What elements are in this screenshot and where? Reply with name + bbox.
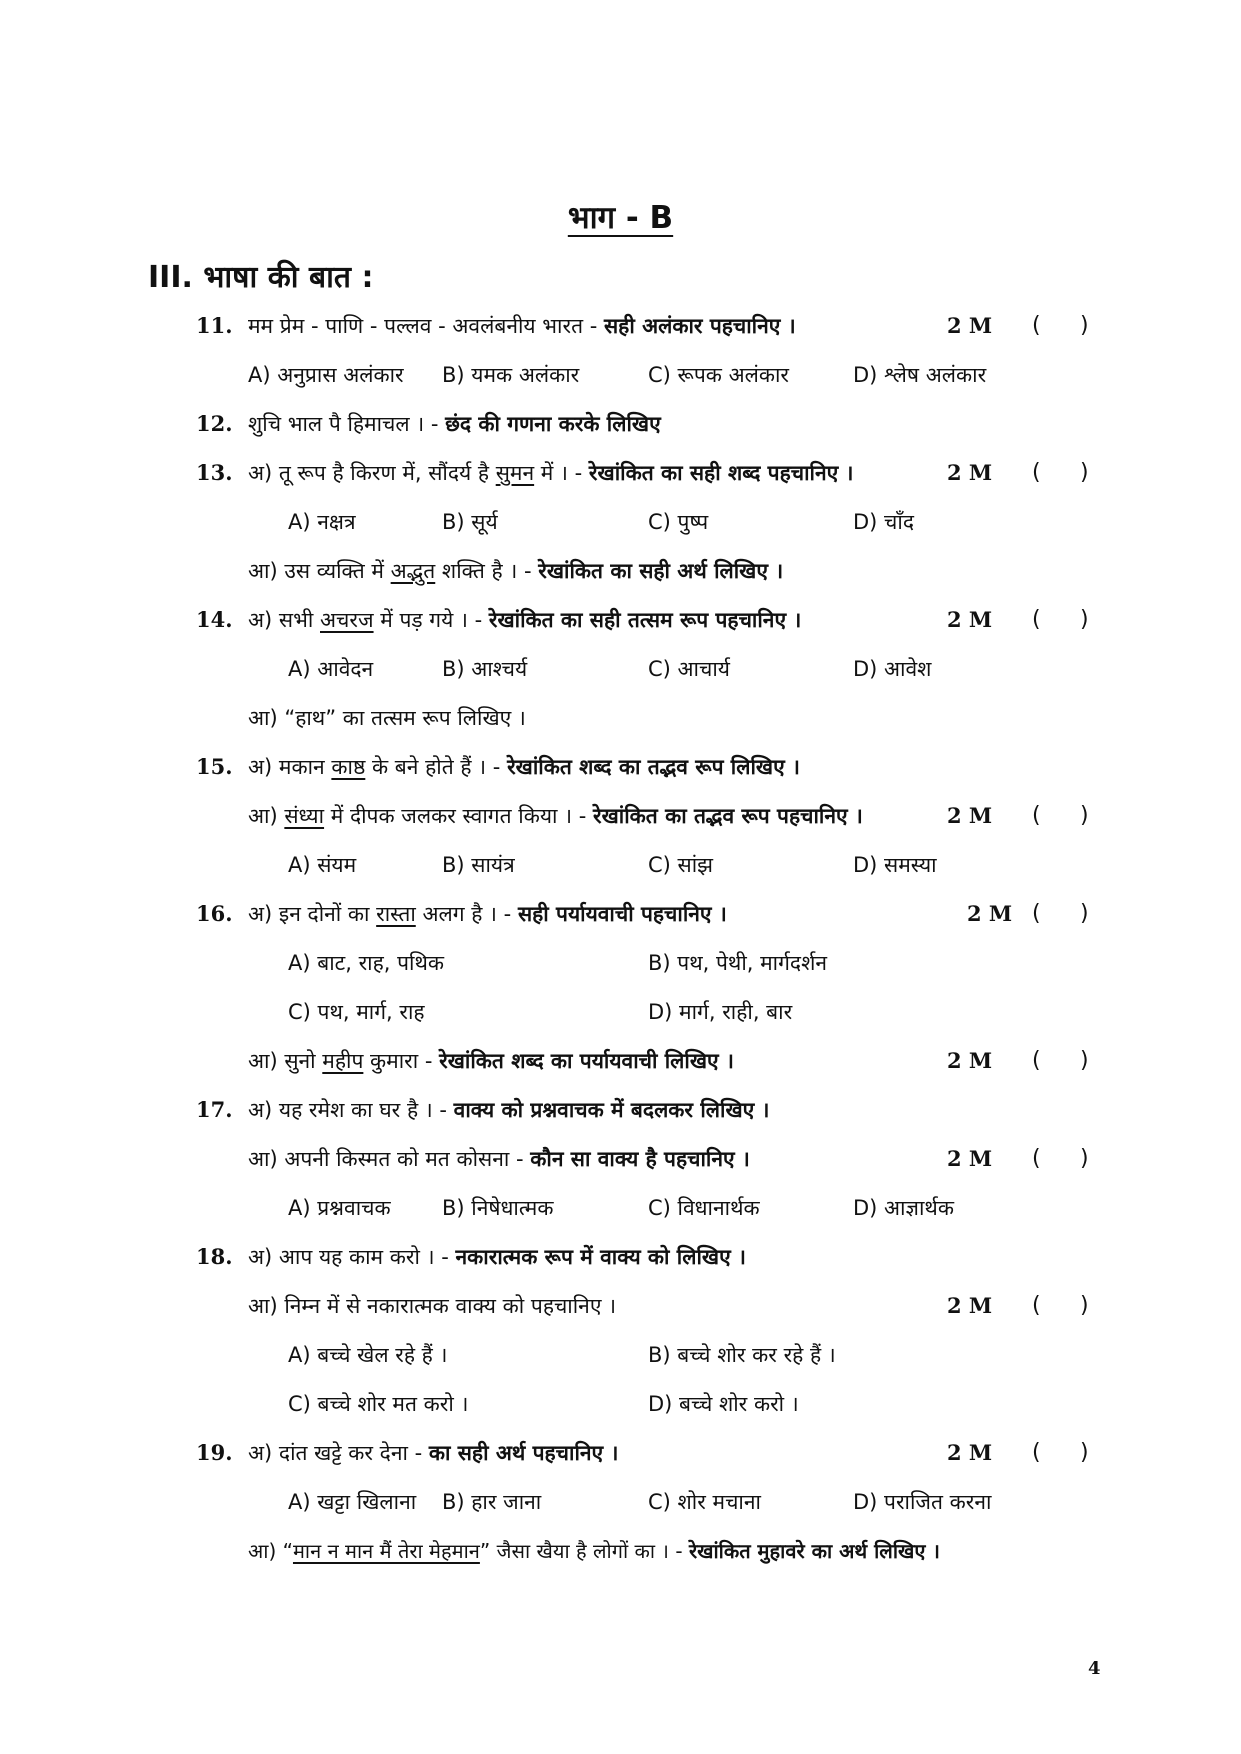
marks: 2 M [947,460,993,485]
question-number: 13. [196,460,233,485]
section-heading: III. भाषा की बात : [148,260,374,295]
question-text: आ) सुनो महीप कुमारा - रेखांकित शब्द का पर्यायवाची लिखिए । [248,1049,734,1073]
q18-b-row: आ) निम्न में से नकारात्मक वाक्य को पहचानिए । 2 M ( ) [0,1286,1241,1326]
question-text: आ) “मान न मान मैं तेरा मेहमान” जैसा खैया है लोगों का । - रेखांकित मुहावरे का अर्थ लिखिए । [248,1539,940,1563]
q14-b-row [0,698,1241,738]
option: D) श्लेष अलंकार [853,363,987,387]
option: D) चाँद [853,510,914,534]
option: B) निषेधात्मक [442,1196,554,1220]
q18-options-2 [0,1384,1241,1424]
marks: 2 M [947,1293,993,1318]
option: A) नक्षत्र [288,510,356,534]
q15-a-row [0,747,1241,787]
option: B) हार जाना [442,1490,542,1514]
part-title: भाग - B [567,200,674,236]
option: B) बच्चे शोर कर रहे हैं । [648,1343,836,1367]
option: C) रूपक अलंकार [648,363,790,387]
q16-a-row: 16. अ) इन दोनों का रास्ता अलग है । - सही पर्यायवाची पहचानिए । 2 M ( ) [0,894,1241,934]
q11-row: 11. मम प्रेम - पाणि - पल्लव - अवलंबनीय भारत - सही अलंकार पहचानिए । 2 M ( ) [0,306,1241,346]
marks: 2 M [947,607,993,632]
option: D) आज्ञार्थक [853,1196,954,1220]
option: D) पराजित करना [853,1490,992,1514]
q17-a-row [0,1090,1241,1130]
question-text: मम प्रेम - पाणि - पल्लव - अवलंबनीय भारत - सही अलंकार पहचानिए । [248,314,796,338]
question-text: अ) इन दोनों का रास्ता अलग है । - सही पर्यायवाची पहचानिए । [248,902,727,926]
question-text: अ) यह रमेश का घर है । - वाक्य को प्रश्नवाचक में बदलकर लिखिए । [248,1098,770,1122]
question-text: आ) “हाथ” का तत्सम रूप लिखिए । [248,706,526,730]
q17-b-row: आ) अपनी किस्मत को मत कोसना - कौन सा वाक्य है पहचानिए । 2 M ( ) [0,1139,1241,1179]
option: A) खट्टा खिलाना [288,1490,417,1514]
page-number: 4 [1088,1658,1101,1679]
question-text: अ) तू रूप है किरण में, सौंदर्य है सुमन में । - रेखांकित का सही शब्द पहचानिए । [248,461,854,485]
q11-options [0,355,1241,395]
q15-b-row: आ) संध्या में दीपक जलकर स्वागत किया । - रेखांकित का तद्भव रूप पहचानिए । 2 M ( ) [0,796,1241,836]
question-text: आ) अपनी किस्मत को मत कोसना - कौन सा वाक्य है पहचानिए । [248,1147,750,1171]
question-number: 14. [196,607,233,632]
q16-options-2 [0,992,1241,1032]
option: B) सायंत्र [442,853,515,877]
q15-options [0,845,1241,885]
q19-options [0,1482,1241,1522]
question-text: अ) दांत खट्टे कर देना - का सही अर्थ पहचानिए । [248,1441,619,1465]
option: A) अनुप्रास अलंकार [248,363,404,387]
option: B) सूर्य [442,510,498,534]
q18-options-1 [0,1335,1241,1375]
question-text: अ) सभी अचरज में पड़ गये । - रेखांकित का सही तत्सम रूप पहचानिए । [248,608,802,632]
option: C) बच्चे शोर मत करो । [288,1392,469,1416]
option: B) पथ, पेथी, मार्गदर्शन [648,951,828,975]
option: C) शोर मचाना [648,1490,761,1514]
question-text: आ) उस व्यक्ति में अद्भुत शक्ति है । - रेखांकित का सही अर्थ लिखिए । [248,559,784,583]
q16-b-row: आ) सुनो महीप कुमारा - रेखांकित शब्द का पर्यायवाची लिखिए । 2 M ( ) [0,1041,1241,1081]
question-number: 15. [196,754,233,779]
question-text: आ) निम्न में से नकारात्मक वाक्य को पहचानिए । [248,1294,617,1318]
question-text: आ) संध्या में दीपक जलकर स्वागत किया । - रेखांकित का तद्भव रूप पहचानिए । [248,804,863,828]
option: C) विधानार्थक [648,1196,760,1220]
q19-a-row: 19. अ) दांत खट्टे कर देना - का सही अर्थ पहचानिए । 2 M ( ) [0,1433,1241,1473]
option: D) समस्या [853,853,937,877]
option: A) संयम [288,853,357,877]
question-number: 12. [196,411,233,436]
q17-options [0,1188,1241,1228]
option: D) मार्ग, राही, बार [648,1000,793,1024]
option: A) आवेदन [288,657,374,681]
question-text: शुचि भाल पै हिमाचल । - छंद की गणना करके लिखिए [248,412,661,436]
q16-options-1 [0,943,1241,983]
q14-options [0,649,1241,689]
marks: 2 M [947,313,993,338]
option: B) आश्चर्य [442,657,528,681]
marks: 2 M [947,803,993,828]
question-number: 16. [196,901,233,926]
marks: 2 M [947,1048,993,1073]
option: C) पथ, मार्ग, राह [288,1000,425,1024]
option: D) आवेश [853,657,932,681]
question-number: 11. [196,313,233,338]
q18-a-row [0,1237,1241,1277]
question-number: 19. [196,1440,233,1465]
option: A) प्रश्नवाचक [288,1196,391,1220]
option: A) बाट, राह, पथिक [288,951,445,975]
option: C) पुष्प [648,510,709,534]
q19-b-row [0,1531,1241,1571]
q12-row [0,404,1241,444]
option: D) बच्चे शोर करो । [648,1392,799,1416]
q13-b-row [0,551,1241,591]
question-text: अ) मकान काष्ठ के बने होते हैं । - रेखांकित शब्द का तद्भव रूप लिखिए । [248,755,800,779]
option: C) सांझ [648,853,714,877]
option: C) आचार्य [648,657,730,681]
option: B) यमक अलंकार [442,363,580,387]
marks: 2 M [967,901,1013,926]
question-number: 17. [196,1097,233,1122]
q13-options [0,502,1241,542]
marks: 2 M [947,1146,993,1171]
question-text: अ) आप यह काम करो । - नकारात्मक रूप में वाक्य को लिखिए । [248,1245,746,1269]
option: A) बच्चे खेल रहे हैं । [288,1343,448,1367]
marks: 2 M [947,1440,993,1465]
q13-a-row: 13. अ) तू रूप है किरण में, सौंदर्य है सुमन में । - रेखांकित का सही शब्द पहचानिए । 2 M ( ) [0,453,1241,493]
q14-a-row: 14. अ) सभी अचरज में पड़ गये । - रेखांकित का सही तत्सम रूप पहचानिए । 2 M ( ) [0,600,1241,640]
question-number: 18. [196,1244,233,1269]
